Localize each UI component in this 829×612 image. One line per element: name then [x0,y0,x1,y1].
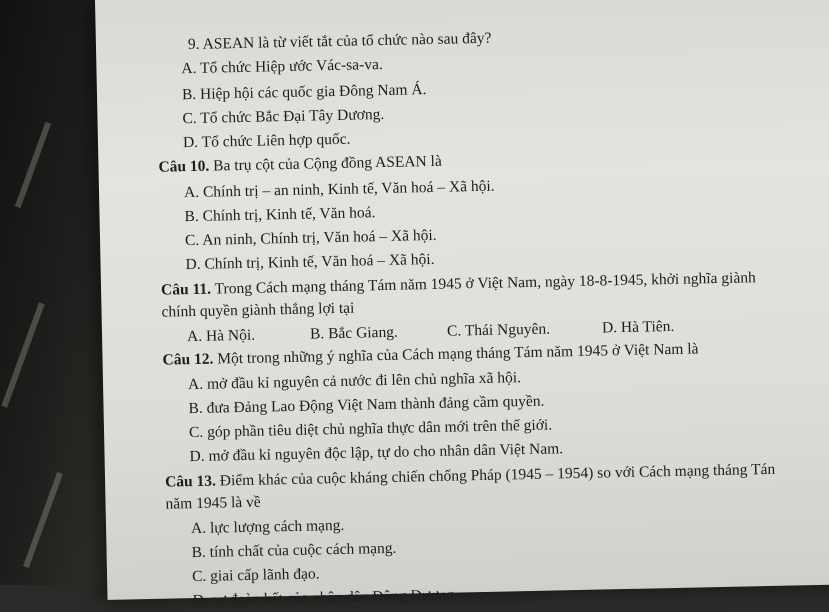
q12-option-b: B. đưa Đảng Lao Động Việt Nam thành đảng cầm quyền. [188,392,545,418]
q12-option-d: D. mở đầu kỉ nguyên độc lập, tự do cho nhân dân Việt Nam. [189,440,564,466]
q11-option-b: B. Bắc Giang. [309,323,399,343]
q11-option-a: A. Hà Nội. [186,326,256,346]
q10-option-c: C. An ninh, Chính trị, Văn hoá – Xã hội. [184,226,437,250]
background-stripe [23,472,63,568]
q12-stem-text: Một trong những ý nghĩa của Cách mạng tháng Tám năm 1945 ở Việt Nam là [213,340,699,368]
q12-label: Câu 12. [162,350,214,369]
q11-option-d: D. Hà Tiên. [601,317,675,337]
q10-stem-text: Ba trụ cột của Cộng đồng ASEAN là [209,152,442,175]
exam-paper [95,0,829,610]
q9-stem: 9. ASEAN là từ viết tắt của tổ chức nào sau đây? [187,29,492,54]
q13-option-c: C. giai cấp lãnh đạo. [191,565,320,586]
q10-label: Câu 10. [158,157,210,176]
q9-option-a: A. Tổ chức Hiệp ước Vác-sa-va. [181,55,383,78]
q10-option-d: D. Chính trị, Kinh tế, Văn hoá – Xã hội. [185,250,435,274]
q12-option-a: A. mở đầu kỉ nguyên cả nước đi lên chủ nghĩa xã hội. [187,369,522,394]
q13-stem-line1 [165,461,775,492]
q13-stem-line2: năm 1945 là về [165,493,261,513]
q13-label: Câu 13. [164,472,217,491]
q13-stem-text: Điểm khác của cuộc kháng chiến chống Pháp (1945 – 1954) so với Cách mạng tháng Tán [215,460,776,490]
q10-option-a: A. Chính trị – an ninh, Kinh tế, Văn hoá – Xã hội. [183,177,495,202]
background-stripe [1,302,44,407]
q10-option-b: B. Chính trị, Kinh tế, Văn hoá. [184,204,376,226]
q12-option-c: C. góp phần tiêu diệt chủ nghĩa thực dân mới trên thế giới. [188,416,553,442]
q11-stem-text: Trong Cách mạng tháng Tám năm 1945 ở Việt Nam, ngày 18-8-1945, khởi nghĩa giành [210,269,756,298]
q11-option-c: C. Thái Nguyên. [446,320,551,340]
q11-label: Câu 11. [160,280,212,299]
q11-stem-line1 [161,269,756,299]
q10-stem [158,153,442,177]
q11-stem-line2: chính quyền giành thắng lợi tại [161,299,355,321]
background-stripe [15,122,51,209]
q9-option-b: B. Hiệp hội các quốc gia Đông Nam Á. [181,81,427,104]
q9-option-d: D. Tổ chức Liên hợp quốc. [182,130,351,152]
q13-option-d: D. sự đoàn kết của nhân dân Đông Dương. [192,586,458,610]
q13-option-b: B. tính chất của cuộc cách mạng. [191,539,397,562]
q13-option-a: A. lực lượng cách mạng. [190,516,345,538]
q9-option-c: C. Tổ chức Bắc Đại Tây Dương. [182,105,385,128]
